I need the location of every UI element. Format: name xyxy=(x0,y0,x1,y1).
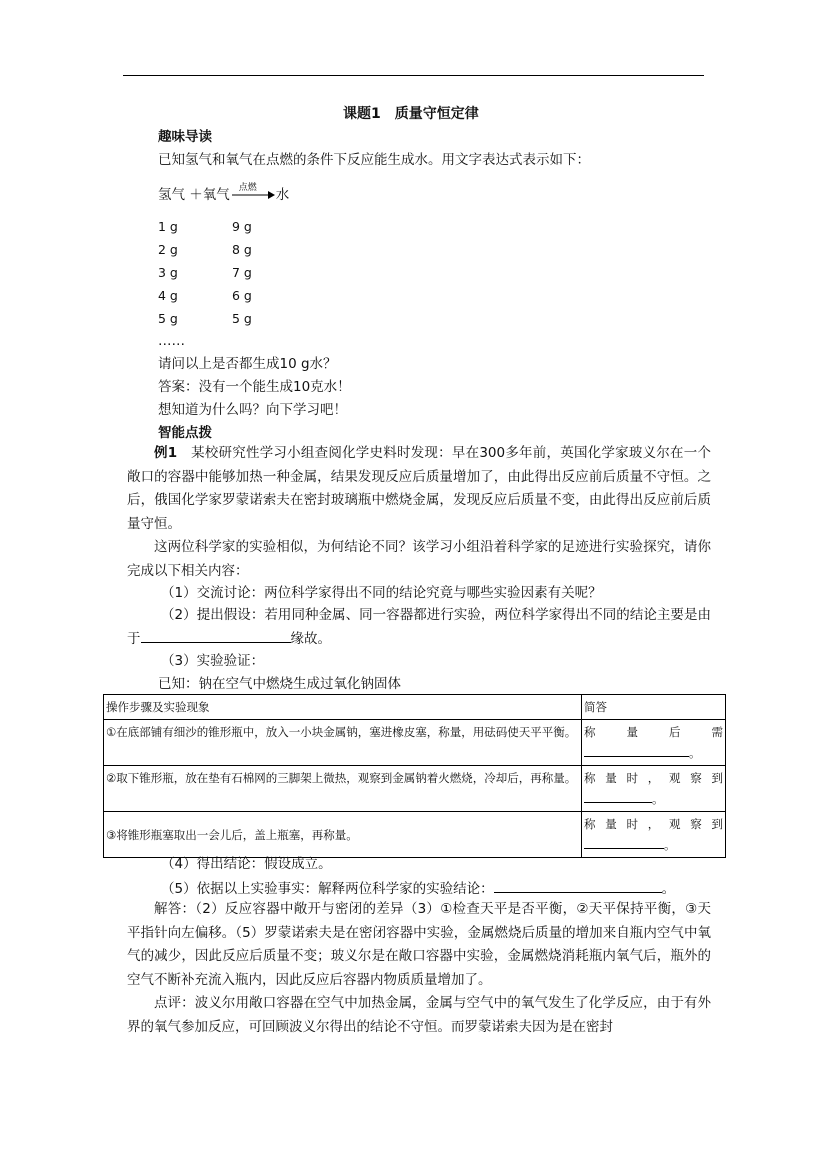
reactant-hydrogen: 氢气 xyxy=(158,187,185,203)
known-text: 已知：钠在空气中燃烧生成过氧化钠固体 xyxy=(158,676,401,692)
question-1: （1）交流讨论：两位科学家得出不同的结论究竟与哪些实验因素有关呢？ xyxy=(161,585,602,601)
question-text: 请问以上是否都生成10 g水？ xyxy=(158,356,337,372)
header-rule xyxy=(123,75,704,76)
table-row xyxy=(104,766,726,812)
word-equation xyxy=(158,183,290,204)
question-2: （2）提出假设：若用同种金属、同一容器都进行实验，两位科学家得出不同的结论主要是由于 缘故。 xyxy=(127,607,711,647)
step-cell: ②取下锥形瓶，放在垫有石棉网的三脚架上微热，观察到金属钠着火燃烧，冷却后，再称量。 xyxy=(104,766,582,812)
answer-text: 答案：没有一个能生成10克水！ xyxy=(158,379,351,395)
prompt-text: 想知道为什么吗？向下学习吧！ xyxy=(158,402,347,418)
mass-row: 4 g 6 g xyxy=(158,288,252,303)
plus-sign: ＋ xyxy=(189,187,203,203)
answer-blank[interactable] xyxy=(141,628,291,643)
step-cell: ③将锥形瓶塞取出一会儿后，盖上瓶塞，再称量。 xyxy=(104,812,582,858)
answer-blank[interactable] xyxy=(494,878,662,893)
table-header: 简答 xyxy=(582,695,726,720)
section-heading-intro: 趣味导读 xyxy=(158,129,212,145)
arrow-icon xyxy=(230,186,276,204)
example-label: 例1 xyxy=(154,445,178,461)
reaction-condition: 点燃 xyxy=(238,183,257,193)
answer-blank[interactable] xyxy=(584,834,664,849)
mass-row: 1 g 9 g xyxy=(158,219,252,234)
step-cell: ①在底部铺有细沙的锥形瓶中，放入一小块金属钠，塞进橡皮塞，称量，用砝码使天平平衡。 xyxy=(104,720,582,766)
experiment-table xyxy=(103,694,726,858)
question-4: （4）得出结论：假设成立。 xyxy=(161,856,332,872)
mass-row: 2 g 8 g xyxy=(158,242,252,257)
example-paragraph xyxy=(127,442,711,536)
section-heading-tips: 智能点拨 xyxy=(158,425,212,441)
paragraph-2: 这两位科学家的实验相似，为何结论不同？该学习小组沿着科学家的足迹进行实验探究，请你完成以下相关内容： xyxy=(127,539,711,579)
table-row xyxy=(104,812,726,858)
question-3: （3）实验验证： xyxy=(161,653,265,669)
table-row xyxy=(104,720,726,766)
mass-row: 5 g 5 g xyxy=(158,311,252,326)
reactant-oxygen: 氧气 xyxy=(202,187,230,203)
mass-row: 3 g 7 g xyxy=(158,265,252,280)
page-title: 课题1 质量守恒定律 xyxy=(343,106,479,122)
ellipsis: …… xyxy=(158,333,185,349)
answer-cell: 称 量 时 ， 观 察 到 。 xyxy=(582,766,726,812)
table-header: 操作步骤及实验现象 xyxy=(104,695,582,720)
solution-paragraph: 解答：（2）反应容器中敞开与密闭的差异（3）①检查天平是否平衡，②天平保持平衡，③天平指针向左偏移。（5）罗蒙诺索夫是在密闭容器中实验，金属燃烧后质量的增加来自瓶内空气中氧气的减少，因此反应后质量不变；玻义尔是在敞口容器中实验，金属燃烧消耗瓶内氧气后，瓶外的空气不断补充流入瓶内，因此反应后容器内物质质量增加了。 xyxy=(127,901,711,988)
answer-blank[interactable] xyxy=(584,788,652,803)
question-5: （5）依据以上实验事实：解释两位科学家的实验结论： 。 xyxy=(161,878,675,898)
intro-line: 已知氢气和氧气在点燃的条件下反应能生成水。用文字表达式表示如下： xyxy=(158,152,590,168)
comment-paragraph: 点评：波义尔用敞口容器在空气中加热金属，金属与空气中的氧气发生了化学反应，由于有外界的氧气参加反应，可回顾波义尔得出的结论不守恒。而罗蒙诺索夫因为是在密封 xyxy=(127,995,711,1035)
product-water: 水 xyxy=(275,187,290,203)
answer-blank[interactable] xyxy=(584,742,689,757)
reaction-arrow xyxy=(230,183,276,204)
table-header-row xyxy=(104,695,726,720)
example-text: 某校研究性学习小组查阅化学史料时发现：早在300多年前，英国化学家玻义尔在一个敞口的容器中能够加热一种金属，结果发现反应后质量增加了，由此得出反应前后质量不守恒。之后，俄国化学家罗蒙诺索夫在密封玻璃瓶中燃烧金属，发现反应后质量不变，由此得出反应前后质量守恒。 xyxy=(127,445,711,532)
answer-cell: 称 量 时 ， 观 察 到 。 xyxy=(582,812,726,858)
answer-cell: 称 量 后 需 。 xyxy=(582,720,726,766)
